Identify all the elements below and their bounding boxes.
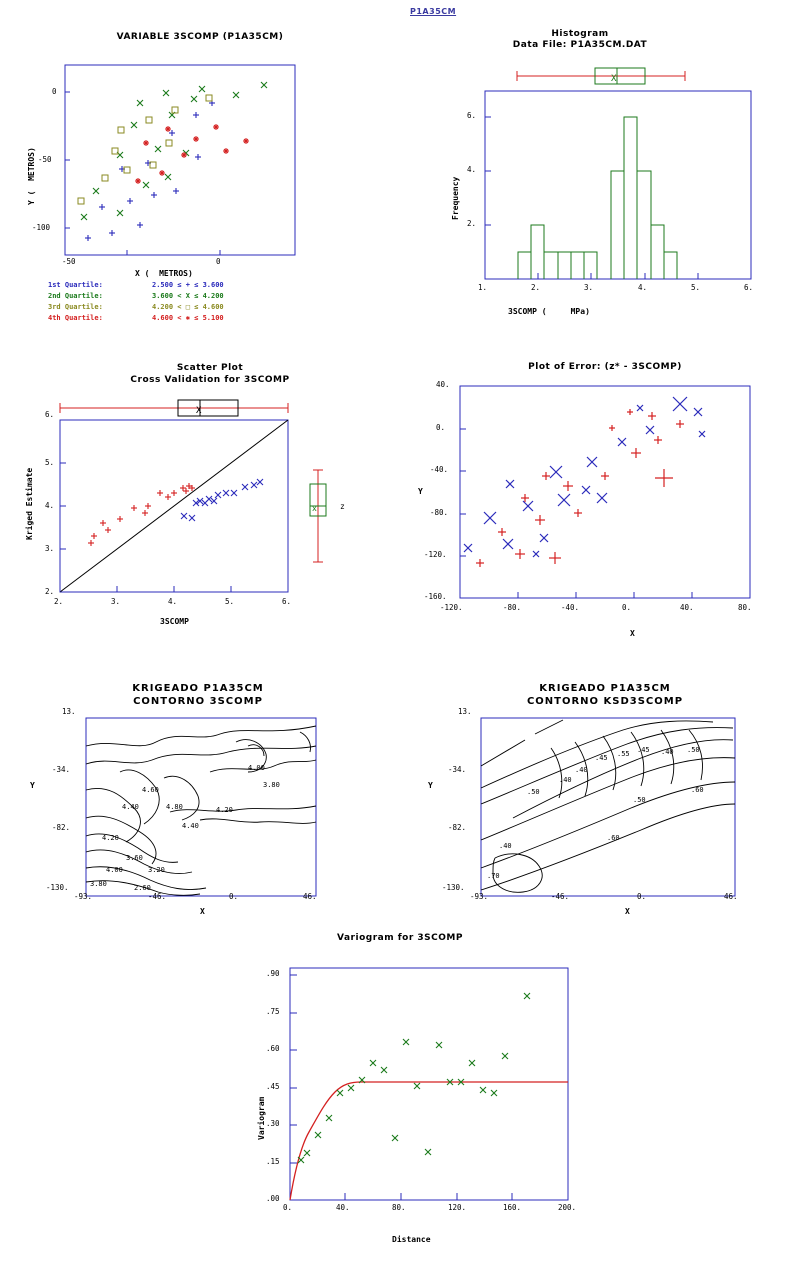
contour-value-ytick-3: -130.: [46, 883, 69, 892]
error-xlabel: X: [630, 629, 635, 638]
contour-value-ytick-0: 13.: [62, 707, 76, 716]
contour-value-xlabel: X: [200, 907, 205, 916]
error-ytick-3: -40.: [430, 465, 449, 474]
svg-text:4.80: 4.80: [166, 803, 183, 811]
contour-value-plot: [60, 712, 350, 912]
variogram-xtick-5: 200.: [558, 1203, 577, 1212]
svg-text:.40: .40: [575, 766, 588, 774]
svg-text:3.60: 3.60: [126, 854, 143, 862]
svg-text:.60: .60: [607, 834, 620, 842]
error-xtick-5: 80.: [738, 603, 752, 612]
contour-ksd-subtitle: CONTORNO KSD3SCOMP: [526, 696, 684, 707]
error-ytick-0: -160.: [424, 592, 447, 601]
variogram-xlabel: Distance: [392, 1235, 431, 1244]
legend-range-3: 4.600 < ✱ ≤ 5.100: [152, 314, 224, 322]
histogram-xtick-1: 2.: [531, 283, 541, 292]
variogram-plot: [265, 960, 595, 1210]
variogram-ylabel: Variogram: [257, 1096, 266, 1140]
scatter-subtitle: Cross Validation for 3SCOMP: [130, 375, 290, 385]
contour-value-title: KRIGEADO P1A35CM: [132, 683, 264, 694]
histogram-subtitle: Data File: P1A35CM.DAT: [512, 40, 648, 50]
histogram-xtick-3: 4.: [638, 283, 648, 292]
histogram-title: Histogram: [551, 29, 609, 39]
svg-text:4.20: 4.20: [102, 834, 119, 842]
scatter-xtick-3: 5.: [225, 597, 235, 606]
variable-map-xlabel: X ( METROS): [135, 269, 193, 278]
error-ytick-5: 40.: [436, 380, 450, 389]
svg-text:X: X: [196, 406, 202, 416]
contour-value-ylabel: Y: [30, 781, 35, 790]
page-title: P1A35CM: [410, 7, 457, 16]
error-ylabel: Y: [418, 487, 423, 496]
variogram-ytick-0: .00: [266, 1194, 280, 1203]
scatter-top-boxplot: [60, 400, 288, 416]
svg-text:4.00: 4.00: [106, 866, 123, 874]
svg-text:x: x: [312, 504, 317, 513]
contour-ksd-ytick-0: 13.: [458, 707, 472, 716]
scatter-xtick-4: 6.: [282, 597, 292, 606]
contour-value-xtick-1: -46.: [148, 892, 167, 901]
variogram-xtick-1: 40.: [336, 1203, 350, 1212]
svg-text:.55: .55: [617, 750, 630, 758]
error-xtick-2: -40.: [561, 603, 580, 612]
variogram-ytick-3: .45: [266, 1082, 280, 1091]
histogram-plot: [465, 58, 775, 308]
error-xtick-1: -80.: [503, 603, 522, 612]
contour-value-ytick-2: -82.: [52, 823, 71, 832]
variogram-xtick-3: 120.: [448, 1203, 467, 1212]
error-xtick-3: 0.: [622, 603, 632, 612]
error-ytick-4: 0.: [436, 423, 446, 432]
svg-text:.40: .40: [661, 748, 674, 756]
variogram-ytick-1: .15: [266, 1157, 280, 1166]
legend-label-1: 2nd Quartile:: [48, 292, 103, 300]
svg-text:.50: .50: [633, 796, 646, 804]
histogram-xtick-4: 5.: [691, 283, 701, 292]
svg-text:.50: .50: [527, 788, 540, 796]
variable-map-xtick-0: -50: [62, 257, 76, 266]
svg-text:.70: .70: [487, 872, 500, 880]
svg-text:.50: .50: [687, 746, 700, 754]
scatter-title: Scatter Plot: [176, 363, 244, 373]
svg-text:.45: .45: [595, 754, 608, 762]
histogram-xlabel: 3SCOMP ( MPa): [508, 307, 590, 316]
histogram-xtick-0: 1.: [478, 283, 488, 292]
scatter-xtick-0: 2.: [54, 597, 64, 606]
error-xtick-4: 40.: [680, 603, 694, 612]
variable-map-ytick-2: -100: [32, 223, 51, 232]
contour-ksd-xtick-3: 46.: [724, 892, 738, 901]
svg-text:.40: .40: [499, 842, 512, 850]
svg-text:.60: .60: [691, 786, 704, 794]
variable-map-ytick-1: -50: [38, 155, 52, 164]
variable-map-title: VARIABLE 3SCOMP (P1A35CM): [116, 32, 284, 42]
contour-ksd-xtick-2: 0.: [637, 892, 647, 901]
legend-label-3: 4th Quartile:: [48, 314, 103, 322]
variogram-xtick-0: 0.: [283, 1203, 293, 1212]
svg-text:4.40: 4.40: [182, 822, 199, 830]
variable-map-ytick-0: 0: [52, 87, 57, 96]
contour-value-xtick-3: 46.: [303, 892, 317, 901]
scatter-ytick-3: 5.: [45, 458, 55, 467]
scatter-ytick-0: 2.: [45, 587, 55, 596]
contour-value-xtick-0: -93.: [74, 892, 93, 901]
contour-ksd-xlabel: X: [625, 907, 630, 916]
contour-value-xtick-2: 0.: [229, 892, 239, 901]
legend-range-2: 4.200 < □ ≤ 4.600: [152, 303, 224, 311]
scatter-xtick-1: 3.: [111, 597, 121, 606]
histogram-ytick-2: 6.: [467, 111, 477, 120]
variogram-title: Variogram for 3SCOMP: [337, 933, 463, 943]
scatter-xtick-2: 4.: [168, 597, 178, 606]
svg-text:z: z: [340, 502, 345, 511]
scatter-right-boxplot: [310, 470, 326, 562]
variogram-ytick-2: .30: [266, 1119, 280, 1128]
svg-text:.45: .45: [637, 746, 650, 754]
histogram-boxplot: [517, 68, 685, 84]
scatter-xlabel: 3SCOMP: [160, 617, 189, 626]
svg-text:4.40: 4.40: [122, 803, 139, 811]
svg-text:.40: .40: [559, 776, 572, 784]
svg-text:4.60: 4.60: [142, 786, 159, 794]
svg-text:3.80: 3.80: [90, 880, 107, 888]
contour-ksd-ytick-3: -130.: [442, 883, 465, 892]
scatter-ytick-4: 6.: [45, 410, 55, 419]
histogram-ytick-1: 4.: [467, 165, 477, 174]
scatter-ytick-2: 4.: [45, 501, 55, 510]
contour-ksd-xtick-0: -93.: [470, 892, 489, 901]
histogram-ytick-0: 2.: [467, 219, 477, 228]
contour-ksd-xtick-1: -46.: [551, 892, 570, 901]
svg-text:4.00: 4.00: [248, 764, 265, 772]
histogram-xtick-2: 3.: [584, 283, 594, 292]
contour-ksd-plot: [455, 712, 755, 912]
svg-text:2.60: 2.60: [134, 884, 151, 892]
scatter-plot: [48, 392, 368, 622]
contour-ksd-ytick-2: -82.: [448, 823, 467, 832]
variable-map-xtick-1: 0: [216, 257, 221, 266]
variogram-ytick-5: .75: [266, 1007, 280, 1016]
contour-ksd-ytick-1: -34.: [448, 765, 467, 774]
svg-text:3.80: 3.80: [263, 781, 280, 789]
legend-range-1: 3.600 < X ≤ 4.200: [152, 292, 224, 300]
legend-range-0: 2.500 ≤ + ≤ 3.600: [152, 281, 224, 289]
variogram-xtick-4: 160.: [503, 1203, 522, 1212]
contour-ksd-ylabel: Y: [428, 781, 433, 790]
svg-text:3.20: 3.20: [148, 866, 165, 874]
contour-value-ytick-1: -34.: [52, 765, 71, 774]
scatter-ytick-1: 3.: [45, 544, 55, 553]
legend-label-0: 1st Quartile:: [48, 281, 103, 289]
variogram-ytick-4: .60: [266, 1044, 280, 1053]
legend-label-2: 3rd Quartile:: [48, 303, 103, 311]
error-xtick-0: -120.: [440, 603, 463, 612]
error-ytick-2: -80.: [430, 508, 449, 517]
svg-text:X: X: [611, 74, 617, 84]
error-plot: [440, 378, 770, 618]
variogram-xtick-2: 80.: [392, 1203, 406, 1212]
error-title: Plot of Error: (z* - 3SCOMP): [528, 362, 682, 372]
contour-value-subtitle: CONTORNO 3SCOMP: [133, 696, 263, 707]
histogram-xtick-5: 6.: [744, 283, 754, 292]
variable-map-ylabel: Y ( METROS): [27, 147, 36, 205]
histogram-ylabel: Frequency: [451, 176, 460, 220]
error-ytick-1: -120.: [424, 550, 447, 559]
variable-map-plot: [50, 55, 350, 295]
contour-ksd-title: KRIGEADO P1A35CM: [539, 683, 671, 694]
scatter-ylabel: Kriged Estimate: [25, 467, 34, 540]
variogram-ytick-6: .90: [266, 969, 280, 978]
svg-text:4.20: 4.20: [216, 806, 233, 814]
